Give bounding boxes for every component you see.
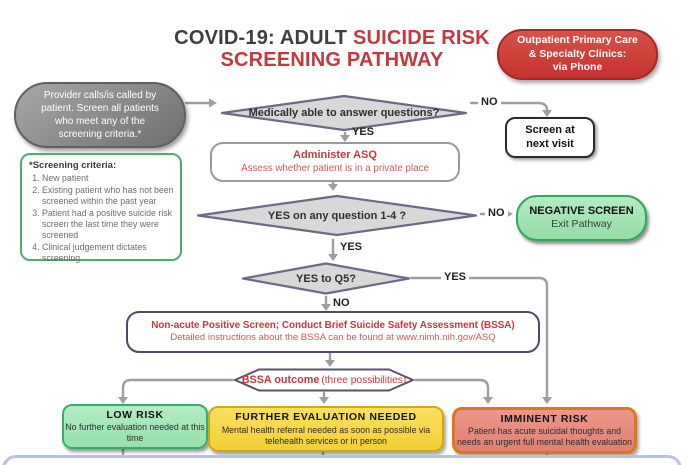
arrowhead <box>319 397 329 404</box>
screen-next-line1: Screen at <box>525 123 575 136</box>
provider-note: Provider calls/is called by patient. Screen all patients who meet any of the screening criteria.* <box>41 90 159 140</box>
decision-questions-1-4 <box>194 192 480 239</box>
decision-medically-able <box>218 92 470 134</box>
imminent-risk-title: IMMINENT RISK <box>500 412 589 425</box>
arrowhead <box>328 184 338 191</box>
node-screen-next-visit <box>505 117 595 158</box>
node-bssa <box>126 311 540 353</box>
screening-criteria-box <box>20 153 182 261</box>
arrowhead <box>118 397 128 404</box>
connector-outcome-right <box>415 380 488 397</box>
next-section-edge <box>2 455 682 465</box>
arrowhead <box>542 110 552 117</box>
imminent-risk-body: Patient has acute suicidal thoughts and needs an urgent full mental health evaluation <box>456 426 633 448</box>
asq-title: Administer ASQ <box>293 149 377 162</box>
clinic-badge-line3: via Phone <box>552 61 603 74</box>
arrowhead <box>340 135 350 142</box>
title-prefix: COVID-19: ADULT <box>174 27 348 49</box>
node-bssa-outcome <box>233 367 415 393</box>
branch-label-yes-3: YES <box>441 271 469 284</box>
connector-outcome-left <box>123 380 233 397</box>
bssa-subtitle: Detailed instructions about the BSSA can be found at www.nimh.nih.gov/ASQ <box>170 332 496 344</box>
page-title <box>132 27 532 72</box>
branch-label-no-1: NO <box>478 96 501 109</box>
arrowhead <box>321 304 331 311</box>
branch-label-yes-1: YES <box>352 126 375 138</box>
screen-next-line2: next visit <box>526 137 574 150</box>
arrowhead <box>542 397 552 404</box>
asq-subtitle: Assess whether patient is in a private place <box>241 162 429 174</box>
low-risk-body: No further evaluation needed at this time <box>65 422 205 444</box>
criteria-item: 2. Existing patient who has not been screened within the past year <box>42 185 175 207</box>
provider-entry-pill <box>14 82 186 148</box>
criteria-list <box>29 173 175 264</box>
branch-label-no-3: NO <box>333 297 350 309</box>
clinic-badge <box>497 29 658 80</box>
low-risk-title: LOW RISK <box>106 408 164 421</box>
outcome-imminent-risk <box>452 407 637 454</box>
decision-question: YES to Q5? <box>296 272 356 285</box>
decision-question: Medically able to answer questions? <box>248 107 440 119</box>
clinic-badge-line2: & Specialty Clinics: <box>528 47 627 60</box>
arrowhead <box>209 99 217 108</box>
criteria-item: 4. Clinical judgement dictates screening <box>42 242 175 264</box>
branch-label-yes-2: YES <box>340 241 363 253</box>
negative-screen-title: NEGATIVE SCREEN <box>529 204 634 217</box>
outcome-low-risk <box>62 404 208 449</box>
clinic-badge-line1: Outpatient Primary Care <box>517 34 638 47</box>
negative-screen-subtitle: Exit Pathway <box>551 218 612 231</box>
bssa-title: Non-acute Positive Screen; Conduct Brief Suicide Safety Assessment (BSSA) <box>151 319 515 331</box>
criteria-item: 1. New patient <box>42 173 175 184</box>
decision-question-5 <box>240 260 412 297</box>
bssa-outcome-label <box>233 367 415 393</box>
title-accent-line1: SUICIDE RISK <box>352 27 490 49</box>
node-negative-screen <box>516 195 647 241</box>
bssa-outcome-subtitle: (three possibilities) <box>321 374 407 386</box>
decision-question: YES on any question 1-4 ? <box>267 209 407 222</box>
arrowhead <box>483 397 493 404</box>
criteria-item: 3. Patient had a positive suicide risk screen the last time they were screened <box>42 208 175 241</box>
node-administer-asq <box>210 142 460 182</box>
outcome-further-evaluation <box>208 406 444 452</box>
title-accent-line2: SCREENING PATHWAY <box>220 49 444 72</box>
further-evaluation-body: Mental health referral needed as soon as possible via telehealth services or in person <box>221 424 431 446</box>
arrowhead <box>325 360 335 367</box>
bssa-outcome-title: BSSA outcome <box>241 374 320 386</box>
criteria-heading: *Screening criteria: <box>29 160 117 171</box>
further-evaluation-title: FURTHER EVALUATION NEEDED <box>235 411 417 424</box>
branch-label-no-2: NO <box>485 207 508 220</box>
